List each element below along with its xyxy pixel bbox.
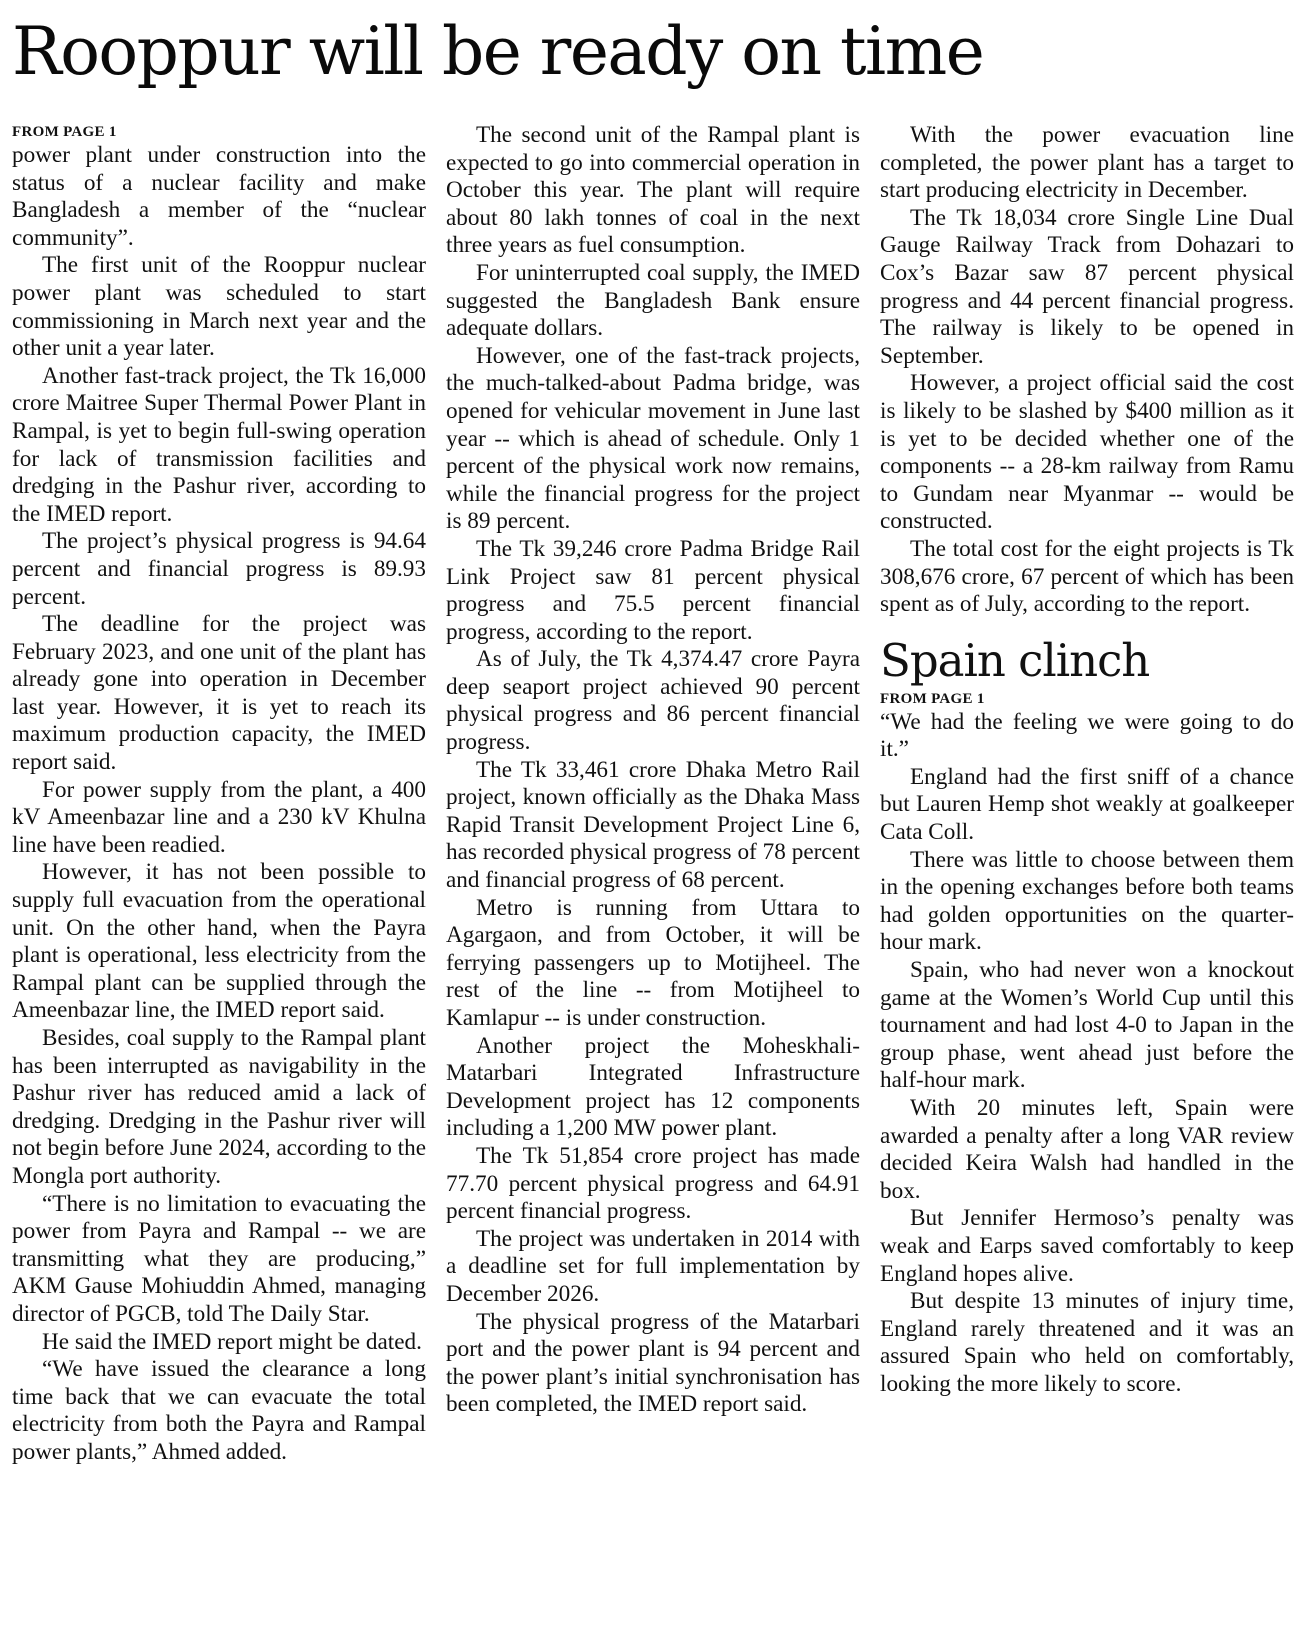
column-3	[880, 122, 1294, 1399]
article-paragraph: For uninterrupted coal supply, the IMED suggested the Bangladesh Bank ensure adequate dollars.	[446, 259, 860, 342]
article-paragraph: “There is no limitation to evacuating the power from Payra and Rampal -- we are transmitting what they are producing,” AKM Gause Mohiuddin Ahmed, managing director of PGCB, told The Daily Star.	[12, 1190, 426, 1327]
article-paragraph: Another fast-track project, the Tk 16,000 crore Maitree Super Thermal Power Plant in Rampal, is yet to begin full-swing operation for lack of transmission facilities and dredging in the Pashur river, according to the IMED report.	[12, 362, 426, 527]
article-paragraph: As of July, the Tk 4,374.47 crore Payra deep seaport project achieved 90 percent physical progress and 86 percent financial progress.	[446, 646, 860, 756]
article-paragraph: The deadline for the project was February 2023, and one unit of the plant has already gone into operation in December last year. However, it is yet to reach its maximum production capacity, the IMED report said.	[12, 611, 426, 776]
article-paragraph: The first unit of the Rooppur nuclear power plant was scheduled to start commissioning in March next year and the other unit a year later.	[12, 252, 426, 362]
kicker: FROM PAGE 1	[12, 124, 117, 140]
article-paragraph: “We have issued the clearance a long time back that we can evacuate the total electricity from both the Payra and Rampal power plants,” Ahmed added.	[12, 1356, 426, 1465]
sidebar-kicker: FROM PAGE 1	[880, 690, 985, 707]
column-2	[446, 122, 860, 1419]
sidebar-paragraph: Spain, who had never won a knockout game at the Women’s World Cup until this tournament and had lost 4-0 to Japan in the group phase, went ahead just before the half-hour mark.	[880, 957, 1294, 1094]
article-paragraph: The Tk 51,854 crore project has made 77.70 percent physical progress and 64.91 percent financial progress.	[446, 1142, 860, 1225]
article-paragraph: However, one of the fast-track projects, the much-talked-about Padma bridge, was opened for vehicular movement in June last year -- which is ahead of schedule. Only 1 percent of the physical work now remains, while the financial progress for the project is 89 percent.	[446, 342, 860, 535]
sidebar-paragraph: With 20 minutes left, Spain were awarded a penalty after a long VAR review decided Keira Walsh had handled in the box.	[880, 1095, 1294, 1204]
headline: Rooppur will be ready on time	[12, 13, 984, 90]
article-paragraph: Metro is running from Uttara to Agargaon, and from October, it will be ferrying passengers up to Motijheel. The rest of the line -- from Motijheel to Kamlapur -- is under construction.	[446, 894, 860, 1031]
column-1	[12, 122, 426, 1467]
sidebar-paragraph: “We had the feeling we were going to do it.”	[880, 708, 1294, 763]
article-paragraph: The project’s physical progress is 94.64 percent and financial progress is 89.93 percent.	[12, 528, 426, 610]
sidebar-paragraph: England had the first sniff of a chance but Lauren Hemp shot weakly at goalkeeper Cata Coll.	[880, 763, 1294, 846]
sidebar-paragraph: But despite 13 minutes of injury time, England rarely threatened and it was an assured Spain who held on comfortably, looking the more likely to score.	[880, 1288, 1294, 1397]
article-paragraph: The total cost for the eight projects is Tk 308,676 crore, 67 percent of which has been spent as of July, according to the report.	[880, 535, 1294, 618]
article-paragraph: He said the IMED report might be dated.	[42, 1328, 422, 1355]
sidebar-headline: Spain clinch	[880, 633, 1150, 687]
article-paragraph: However, it has not been possible to supply full evacuation from the operational unit. On the other hand, when the Payra plant is operational, less electricity from the Rampal plant can be supplied through the Ameenbazar line, the IMED report said.	[12, 859, 426, 1024]
article-paragraph: The project was undertaken in 2014 with a deadline set for full implementation by December 2026.	[446, 1225, 860, 1307]
article-paragraph: With the power evacuation line completed, the power plant has a target to start producing electricity in December.	[880, 122, 1294, 204]
article-paragraph: power plant under construction into the status of a nuclear facility and make Bangladesh a member of the “nuclear community”.	[12, 142, 426, 251]
article-paragraph: The physical progress of the Matarbari port and the power plant is 94 percent and the power plant’s initial synchronisation has been completed, the IMED report said.	[446, 1308, 860, 1418]
article-paragraph: Besides, coal supply to the Rampal plant has been interrupted as navigability in the Pashur river has reduced amid a lack of dredging. Dredging in the Pashur river will not begin before June 2024, according to the Mongla port authority.	[12, 1025, 426, 1189]
article-paragraph: The Tk 39,246 crore Padma Bridge Rail Link Project saw 81 percent physical progress and 75.5 percent financial progress, according to the report.	[446, 535, 860, 645]
article-paragraph: Another project the Moheskhali-Matarbari Integrated Infrastructure Development project has 12 components including a 1,200 MW power plant.	[446, 1032, 860, 1142]
article-paragraph: For power supply from the plant, a 400 kV Ameenbazar line and a 230 kV Khulna line have been readied.	[12, 776, 426, 858]
sidebar-paragraph: But Jennifer Hermoso’s penalty was weak and Earps saved comfortably to keep England hopes alive.	[880, 1205, 1294, 1287]
article-paragraph: The Tk 33,461 crore Dhaka Metro Rail project, known officially as the Dhaka Mass Rapid Transit Development Project Line 6, has recorded physical progress of 78 percent and financial progress of 68 percent.	[446, 756, 860, 894]
article-paragraph: However, a project official said the cost is likely to be slashed by $400 million as it is yet to be decided whether one of the components -- a 28-km railway from Ramu to Gundam near Myanmar -- would be constructed.	[880, 370, 1294, 535]
article-paragraph: The Tk 18,034 crore Single Line Dual Gauge Railway Track from Dohazari to Cox’s Bazar saw 87 percent physical progress and 44 percent financial progress. The railway is likely to be opened in September.	[880, 204, 1294, 369]
sidebar-paragraph: There was little to choose between them in the opening exchanges before both teams had golden opportunities on the quarter-hour mark.	[880, 846, 1294, 956]
article-paragraph: The second unit of the Rampal plant is expected to go into commercial operation in October this year. The plant will require about 80 lakh tonnes of coal in the next three years as fuel consumption.	[446, 122, 860, 259]
